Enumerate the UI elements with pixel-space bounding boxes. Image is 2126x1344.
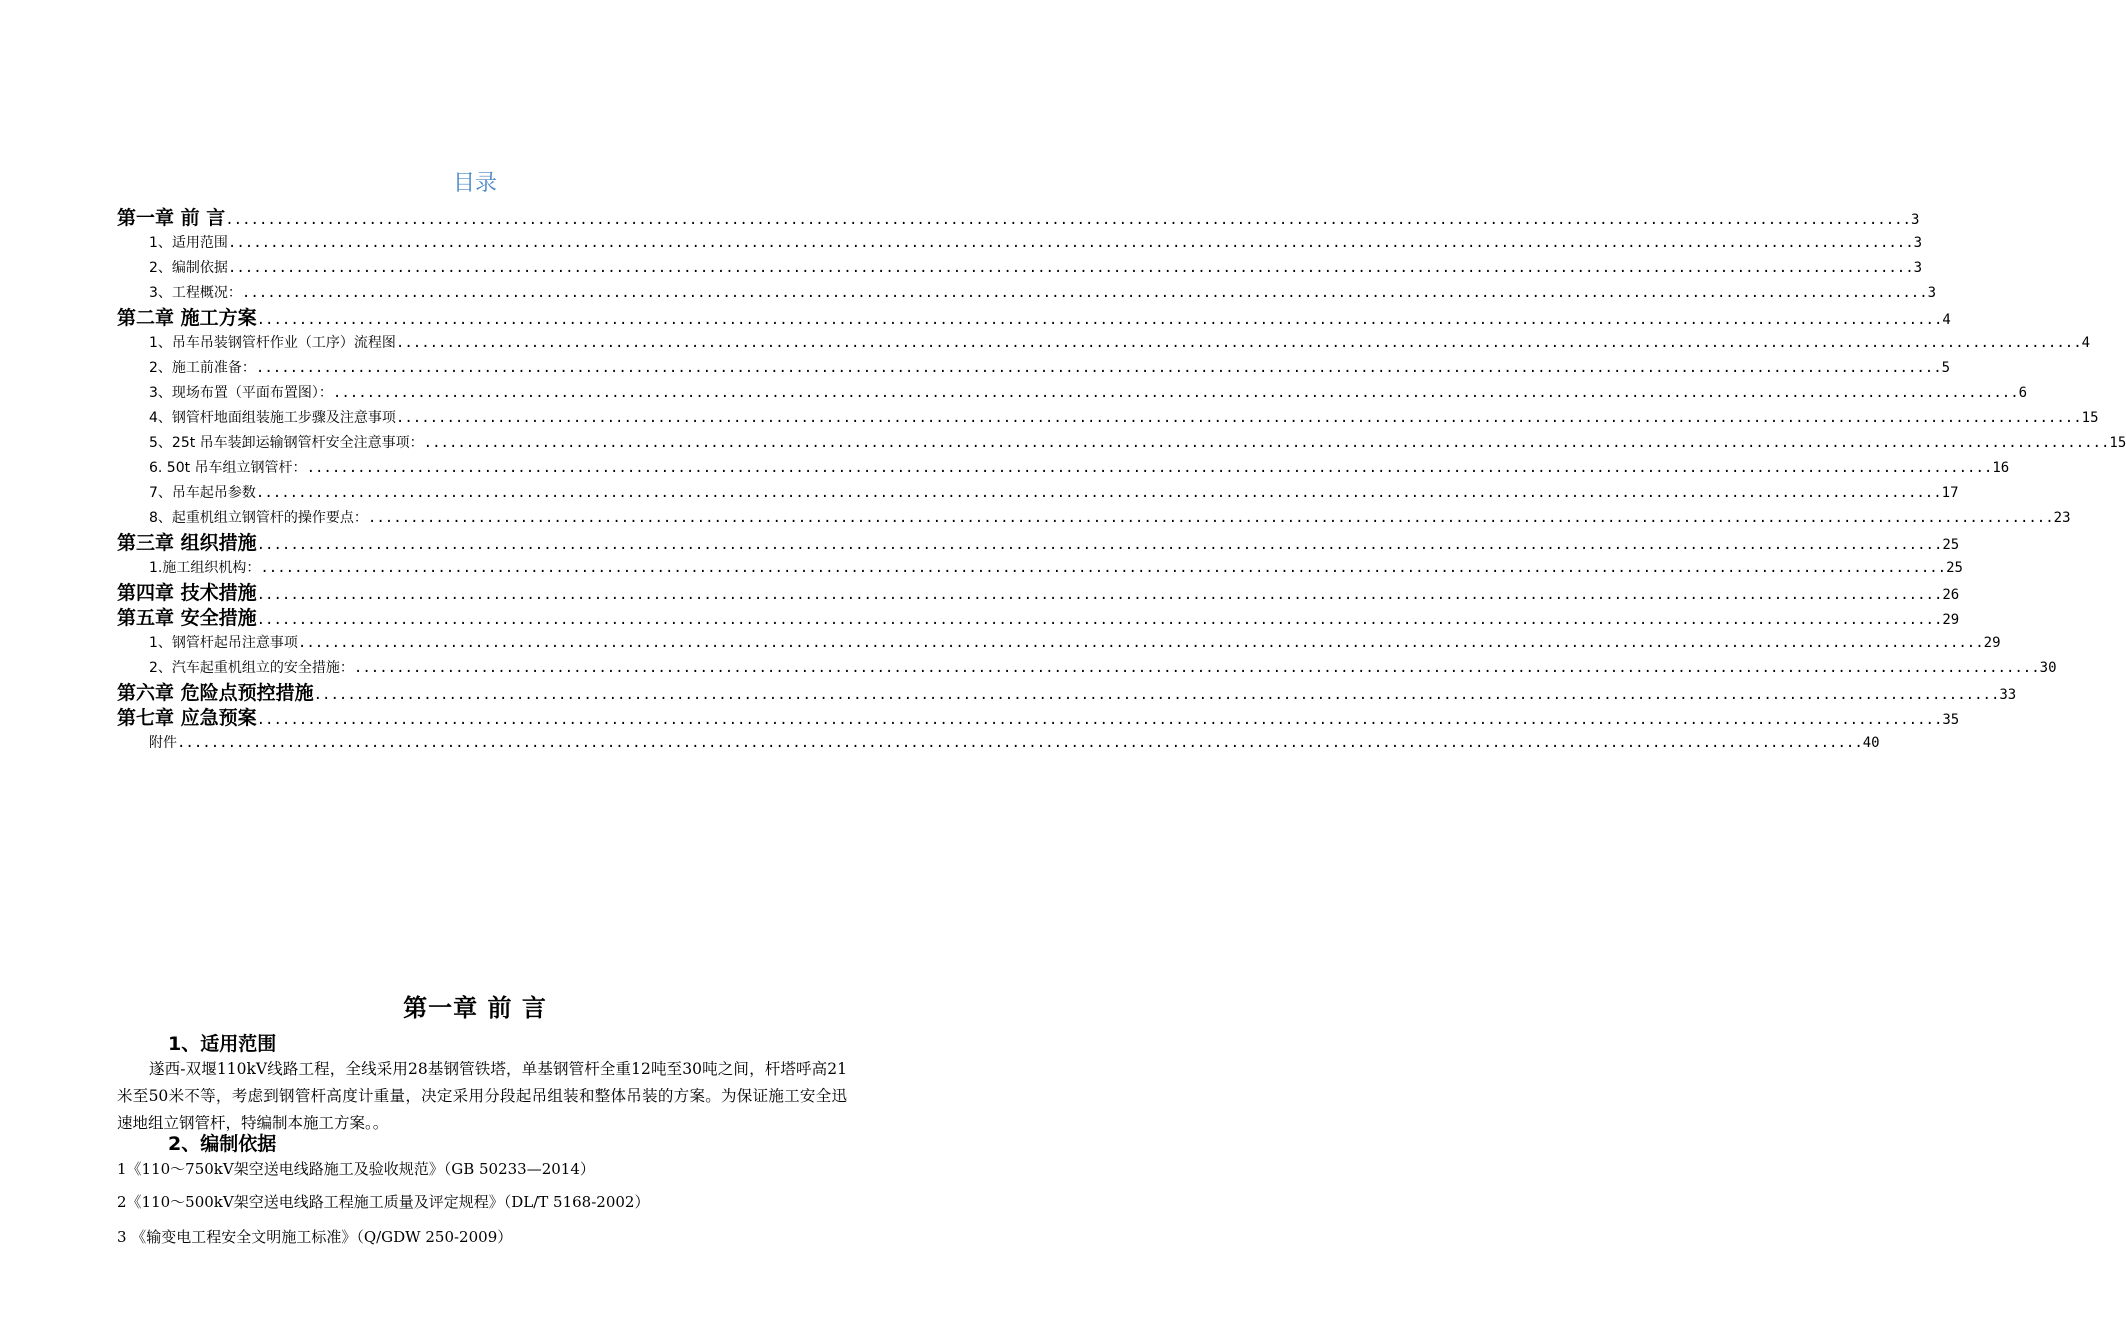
toc-page-number: 6 <box>2018 385 2028 401</box>
toc-entry-label: 3、工程概况： <box>149 285 242 301</box>
toc-page-number: 17 <box>1941 485 1959 501</box>
toc-entry-label: 第二章 施工方案 <box>117 307 257 329</box>
toc-section-entry[interactable] <box>117 456 2010 481</box>
toc-entry-label: 第七章 应急预案 <box>117 707 257 729</box>
toc-entry-label: 1、钢管杆起吊注意事项 <box>149 635 298 651</box>
toc-leader-dots: ........................................................................................................................................................................................................ <box>367 510 2054 526</box>
toc-section-entry[interactable] <box>117 381 2028 406</box>
toc-page-number: 16 <box>1992 460 2010 476</box>
toc-page-number: 25 <box>1946 560 1963 576</box>
toc-entry-label: 3、现场布置（平面布置图）： <box>149 385 333 401</box>
toc-entry-label: 2、汽车起重机组立的安全措施： <box>149 660 354 676</box>
table-of-contents <box>117 206 2126 756</box>
section-heading-basis: 2、编制依据 <box>168 1133 277 1155</box>
toc-chapter-entry[interactable] <box>117 681 2017 706</box>
toc-section-entry[interactable] <box>117 256 1923 281</box>
reference-item: 3 《输变电工程安全文明施工标准》（Q/GDW 250-2009） <box>117 1228 513 1246</box>
toc-section-entry[interactable] <box>117 231 1923 256</box>
toc-title: 目录 <box>452 171 497 196</box>
toc-entry-label: 1.施工组织机构： <box>149 560 261 576</box>
toc-entry-label: 第六章 危险点预控措施 <box>117 682 314 704</box>
toc-section-entry[interactable] <box>117 356 1951 381</box>
toc-entry-label: 附件 <box>149 735 177 751</box>
toc-section-entry[interactable] <box>117 506 2071 531</box>
toc-leader-dots: ........................................................................................................................................................................................................ <box>332 385 2019 401</box>
toc-entry-label: 5、25t 吊车装卸运输钢管杆安全注意事项： <box>149 435 424 451</box>
toc-leader-dots: ........................................................................................................................................................................................................ <box>306 460 1993 476</box>
toc-entry-label: 4、钢管杆地面组装施工步骤及注意事项 <box>149 410 396 426</box>
toc-leader-dots: ........................................................................................................................................................................................................ <box>227 235 1914 251</box>
toc-chapter-entry[interactable] <box>117 706 1960 731</box>
toc-leader-dots: ........................................................................................................................................................................................................ <box>241 285 1928 301</box>
toc-leader-dots: ........................................................................................................................................................................................................ <box>177 735 1863 751</box>
toc-page-number: 40 <box>1862 735 1880 751</box>
toc-chapter-entry[interactable] <box>117 581 1960 606</box>
toc-leader-dots: ........................................................................................................................................................................................................ <box>255 360 1942 376</box>
toc-page-number: 30 <box>2039 660 2057 676</box>
toc-entry-label: 2、编制依据 <box>149 260 228 276</box>
toc-section-entry[interactable] <box>117 281 1937 306</box>
chapter-heading: 第一章 前 言 <box>403 994 547 1022</box>
reference-item: 2《110～500kV架空送电线路工程施工质量及评定规程》（DL/T 5168-2002） <box>117 1193 650 1211</box>
toc-page-number: 33 <box>1999 687 2017 703</box>
toc-leader-dots: ........................................................................................................................................................................................................ <box>395 410 2082 426</box>
toc-leader-dots: ........................................................................................................................................................................................................ <box>423 435 2110 451</box>
toc-entry-label: 第四章 技术措施 <box>117 582 257 604</box>
section-heading-scope: 1、适用范围 <box>168 1033 277 1055</box>
toc-chapter-entry[interactable] <box>117 306 1951 331</box>
toc-section-entry[interactable] <box>117 431 2126 456</box>
toc-page-number: 3 <box>1913 235 1923 251</box>
toc-page-number: 15 <box>2081 410 2099 426</box>
toc-entry-label: 1、适用范围 <box>149 235 228 251</box>
toc-entry-label: 第五章 安全措施 <box>117 607 257 629</box>
toc-leader-dots: ........................................................................................................................................................................................................ <box>256 712 1943 728</box>
toc-leader-dots: ........................................................................................................................................................................................................ <box>225 212 1911 228</box>
toc-chapter-entry[interactable] <box>117 206 1920 231</box>
toc-page-number: 29 <box>1983 635 2001 651</box>
scope-paragraph: 遂西-双堰110kV线路工程，全线采用28基钢管铁塔，单基钢管杆全重12吨至30吨之间，杆塔呼高21米至50米不等，考虑到钢管杆高度计重量，决定采用分段起吊组装和整体吊装的方案。为保证施工安全迅速地组立钢管杆，特编制本施工方案。。 <box>117 1060 847 1132</box>
toc-page-number: 26 <box>1942 587 1960 603</box>
toc-section-entry[interactable] <box>117 631 2001 656</box>
toc-page-number: 23 <box>2053 510 2071 526</box>
toc-leader-dots: ........................................................................................................................................................................................................ <box>255 485 1942 501</box>
toc-page-number: 4 <box>2081 335 2091 351</box>
toc-section-entry[interactable] <box>117 731 1880 756</box>
toc-page-number: 3 <box>1913 260 1923 276</box>
toc-page-number: 15 <box>2109 435 2126 451</box>
toc-leader-dots: ........................................................................................................................................................................................................ <box>256 537 1943 553</box>
toc-section-entry[interactable] <box>117 656 2057 681</box>
toc-entry-label: 6. 50t 吊车组立钢管杆： <box>149 460 307 476</box>
toc-leader-dots: ........................................................................................................................................................................................................ <box>256 612 1943 628</box>
toc-leader-dots: ........................................................................................................................................................................................................ <box>256 312 1943 328</box>
toc-leader-dots: ........................................................................................................................................................................................................ <box>297 635 1984 651</box>
toc-leader-dots: ........................................................................................................................................................................................................ <box>256 587 1943 603</box>
toc-page-number: 3 <box>1927 285 1937 301</box>
toc-leader-dots: ........................................................................................................................................................................................................ <box>395 335 2082 351</box>
toc-section-entry[interactable] <box>117 481 1959 506</box>
toc-section-entry[interactable] <box>117 406 2099 431</box>
toc-page-number: 25 <box>1942 537 1960 553</box>
toc-chapter-entry[interactable] <box>117 531 1960 556</box>
toc-section-entry[interactable] <box>117 556 1963 581</box>
toc-entry-label: 1、吊车吊装钢管杆作业（工序）流程图 <box>149 335 396 351</box>
toc-page-number: 4 <box>1942 312 1951 328</box>
toc-leader-dots: ........................................................................................................................................................................................................ <box>260 560 1947 576</box>
toc-entry-label: 第一章 前 言 <box>117 207 226 229</box>
toc-entry-label: 8、起重机组立钢管杆的操作要点： <box>149 510 368 526</box>
toc-leader-dots: ........................................................................................................................................................................................................ <box>313 687 2000 703</box>
toc-page-number: 29 <box>1942 612 1960 628</box>
toc-leader-dots: ........................................................................................................................................................................................................ <box>227 260 1914 276</box>
toc-section-entry[interactable] <box>117 331 2091 356</box>
toc-entry-label: 7、吊车起吊参数 <box>149 485 256 501</box>
toc-leader-dots: ........................................................................................................................................................................................................ <box>353 660 2040 676</box>
toc-entry-label: 第三章 组织措施 <box>117 532 257 554</box>
toc-chapter-entry[interactable] <box>117 606 1960 631</box>
reference-item: 1《110～750kV架空送电线路施工及验收规范》（GB 50233—2014） <box>117 1160 595 1178</box>
toc-page-number: 5 <box>1941 360 1951 376</box>
toc-page-number: 3 <box>1910 212 1920 228</box>
toc-page-number: 35 <box>1942 712 1960 728</box>
toc-entry-label: 2、施工前准备： <box>149 360 256 376</box>
